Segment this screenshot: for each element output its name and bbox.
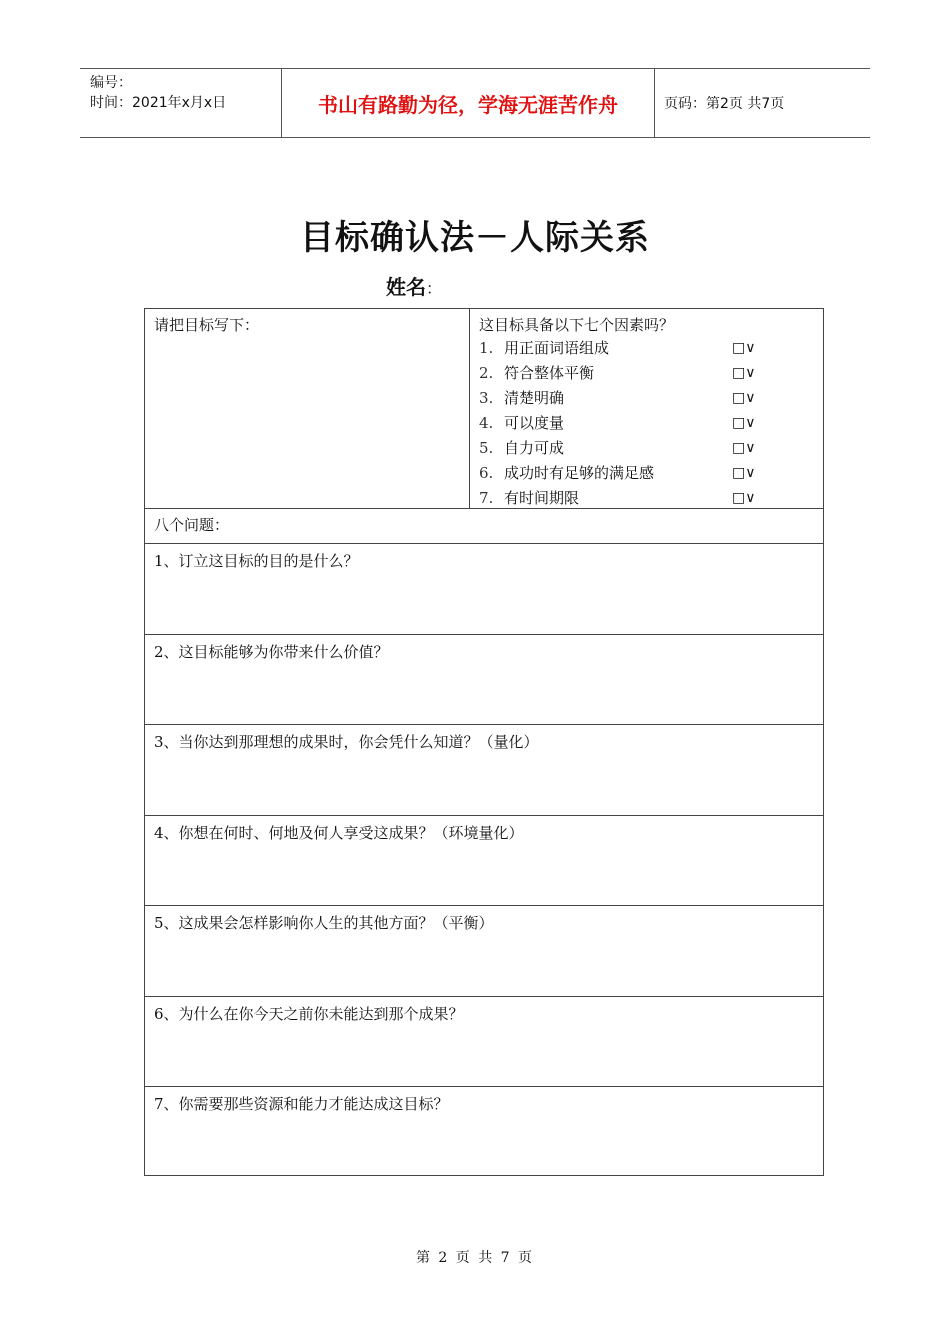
- question-row[interactable]: [145, 906, 823, 997]
- factor-text: 成功时有足够的满足感: [504, 464, 655, 482]
- question-row[interactable]: [145, 635, 823, 725]
- factor-text: 可以度量: [504, 414, 565, 432]
- factor-checkbox[interactable]: □∨: [732, 490, 756, 506]
- factor-item: [479, 337, 819, 362]
- date-label: 时间：2021年x月x日: [90, 95, 227, 111]
- factor-checkbox[interactable]: □∨: [732, 415, 756, 431]
- factor-checkbox[interactable]: □∨: [732, 465, 756, 481]
- factor-number: 2.: [479, 364, 494, 382]
- question-text: 5、这成果会怎样影响你人生的其他方面？（平衡）: [154, 914, 494, 932]
- header-motto: 书山有路勤为径，学海无涯苦作舟: [282, 69, 655, 137]
- goal-factors-row: [145, 309, 823, 509]
- name-field-label: [386, 271, 442, 300]
- name-colon: ：: [426, 279, 443, 298]
- factors-question: 这目标具备以下七个因素吗？: [479, 316, 675, 334]
- document-title: 目标确认法－人际关系: [300, 218, 650, 258]
- header-meta-cell: [80, 69, 282, 137]
- factor-number: 4.: [479, 414, 494, 432]
- page-header: [80, 68, 870, 138]
- factor-checkbox[interactable]: □∨: [732, 440, 756, 456]
- factor-item: [479, 462, 819, 487]
- question-text: 4、你想在何时、何地及何人享受这成果？（环境量化）: [154, 824, 524, 842]
- factor-text: 符合整体平衡: [504, 364, 595, 382]
- factor-item: [479, 412, 819, 437]
- eight-questions-label: 八个问题：: [154, 516, 230, 534]
- factor-number: 7.: [479, 489, 494, 507]
- goal-input-cell[interactable]: [145, 309, 470, 508]
- question-text: 7、你需要那些资源和能力才能达成这目标？: [154, 1095, 449, 1113]
- factor-text: 用正面词语组成: [504, 339, 610, 357]
- question-row[interactable]: [145, 544, 823, 635]
- factor-number: 5.: [479, 439, 494, 457]
- question-text: 1、订立这目标的目的是什么？: [154, 552, 359, 570]
- question-text: 3、当你达到那理想的成果时，你会凭什么知道？（量化）: [154, 733, 539, 751]
- question-text: 6、为什么在你今天之前你未能达到那个成果？: [154, 1005, 464, 1023]
- factors-list: [479, 337, 819, 512]
- factor-checkbox[interactable]: □∨: [732, 340, 756, 356]
- header-page-number: 页码：第2页 共7页: [664, 96, 785, 112]
- factor-checkbox[interactable]: □∨: [732, 390, 756, 406]
- factor-number: 6.: [479, 464, 494, 482]
- factor-number: 1.: [479, 339, 494, 357]
- eight-questions-header-row: [145, 508, 823, 544]
- factor-text: 自力可成: [504, 439, 565, 457]
- question-text: 2、这目标能够为你带来什么价值？: [154, 643, 389, 661]
- factor-number: 3.: [479, 389, 494, 407]
- factor-text: 清楚明确: [504, 389, 565, 407]
- factor-item: [479, 387, 819, 412]
- factor-text: 有时间期限: [504, 489, 580, 507]
- factor-checkbox[interactable]: □∨: [732, 365, 756, 381]
- factor-item: [479, 362, 819, 387]
- name-label: 姓名: [386, 275, 426, 299]
- question-row[interactable]: [145, 997, 823, 1087]
- question-row[interactable]: [145, 725, 823, 816]
- question-row[interactable]: [145, 816, 823, 906]
- page-footer: 第 2 页 共 7 页: [415, 1250, 535, 1266]
- goal-form-table: [144, 308, 824, 1176]
- factors-cell: [470, 309, 823, 508]
- factor-item: [479, 437, 819, 462]
- goal-prompt: 请把目标写下：: [154, 316, 260, 334]
- question-row[interactable]: [145, 1087, 823, 1175]
- code-label: 编号：: [90, 75, 132, 91]
